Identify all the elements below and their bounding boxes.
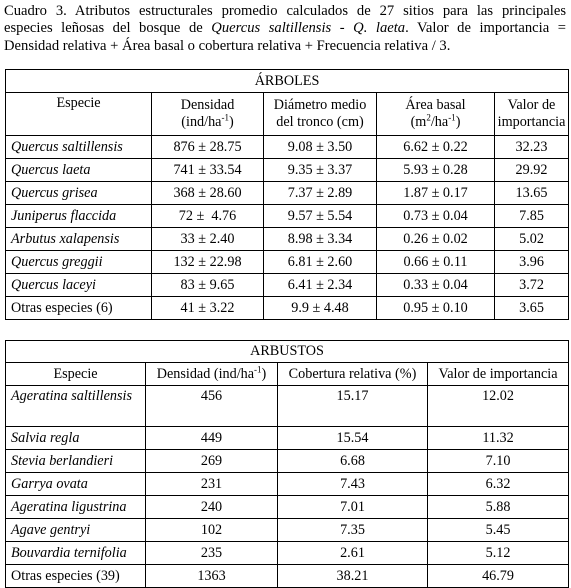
importance-cell: 7.10 xyxy=(428,450,569,473)
table-row xyxy=(6,136,569,159)
arboles-header-species: Especie xyxy=(6,93,152,136)
density-cell: 83 ± 9.65 xyxy=(152,274,264,297)
table-row xyxy=(6,297,569,320)
table-row xyxy=(6,159,569,182)
density-cell: 456 xyxy=(146,386,278,427)
table-row xyxy=(6,205,569,228)
cover-cell: 7.43 xyxy=(278,473,428,496)
arbustos-header-density: Densidad $(ind/ha^{-1})$ xyxy=(146,363,278,386)
species-cell: Agave gentryi xyxy=(6,519,146,542)
basal-area-cell: 6.62 ± 0.22 xyxy=(377,136,495,159)
importance-cell: 46.79 xyxy=(428,565,569,588)
diameter-cell: 9.9 ± 4.48 xyxy=(264,297,377,320)
diameter-cell: 9.35 ± 3.37 xyxy=(264,159,377,182)
arboles-header-basal-area: Área basal $(m^2/ha^{-1})$ xyxy=(377,93,495,136)
density-cell: 449 xyxy=(146,427,278,450)
cover-cell: 15.17 xyxy=(278,386,428,427)
cover-cell: 15.54 xyxy=(278,427,428,450)
cover-cell: 6.68 xyxy=(278,450,428,473)
arbustos-table xyxy=(5,340,569,588)
arboles-section-title: ÁRBOLES xyxy=(6,70,569,93)
table-row xyxy=(6,427,569,450)
importance-cell: 6.32 xyxy=(428,473,569,496)
species-cell: Quercus greggii xyxy=(6,251,152,274)
table-row xyxy=(6,228,569,251)
density-cell: 33 ± 2.40 xyxy=(152,228,264,251)
cover-cell: 2.61 xyxy=(278,542,428,565)
species-cell: Arbutus xalapensis xyxy=(6,228,152,251)
arboles-table xyxy=(5,69,569,320)
cover-cell: 38.21 xyxy=(278,565,428,588)
cover-cell: 7.35 xyxy=(278,519,428,542)
basal-area-cell: 0.33 ± 0.04 xyxy=(377,274,495,297)
table-row xyxy=(6,565,569,588)
importance-cell: 3.96 xyxy=(495,251,569,274)
arboles-header-diameter: Diámetro medio del tronco (cm) xyxy=(264,93,377,136)
species-cell: Quercus laceyi xyxy=(6,274,152,297)
importance-cell: 29.92 xyxy=(495,159,569,182)
cover-cell: 7.01 xyxy=(278,496,428,519)
caption-line-3: Densidad relativa + Área basal o cobertura relativa + Frecuencia relativa / 3. xyxy=(4,37,451,54)
table-row xyxy=(6,251,569,274)
table-row xyxy=(6,386,569,427)
importance-cell: 3.65 xyxy=(495,297,569,320)
table-row xyxy=(6,519,569,542)
species-cell: Ageratina ligustrina xyxy=(6,496,146,519)
density-cell: 102 xyxy=(146,519,278,542)
importance-cell: 13.65 xyxy=(495,182,569,205)
arbustos-header-species: Especie xyxy=(6,363,146,386)
importance-cell: 12.02 xyxy=(428,386,569,427)
importance-cell: 5.88 xyxy=(428,496,569,519)
diameter-cell: 7.37 ± 2.89 xyxy=(264,182,377,205)
density-cell: 231 xyxy=(146,473,278,496)
species-cell: Quercus saltillensis xyxy=(6,136,152,159)
caption-line-2: especies leñosas del bosque de Quercus saltillensis - Q. laeta. Valor de importancia = xyxy=(4,20,566,37)
species-cell: Ageratina saltillensis xyxy=(6,386,146,427)
basal-area-cell: 1.87 ± 0.17 xyxy=(377,182,495,205)
diameter-cell: 9.57 ± 5.54 xyxy=(264,205,377,228)
importance-cell: 32.23 xyxy=(495,136,569,159)
table-row xyxy=(6,542,569,565)
table-row xyxy=(6,182,569,205)
importance-cell: 11.32 xyxy=(428,427,569,450)
basal-area-cell: 5.93 ± 0.28 xyxy=(377,159,495,182)
species-cell: Otras especies (39) xyxy=(6,565,146,588)
density-cell: 72 ± 4.76 xyxy=(152,205,264,228)
species-cell: Stevia berlandieri xyxy=(6,450,146,473)
basal-area-cell: 0.73 ± 0.04 xyxy=(377,205,495,228)
species-cell: Quercus laeta xyxy=(6,159,152,182)
importance-cell: 5.02 xyxy=(495,228,569,251)
arbustos-header-importance: Valor de importancia xyxy=(428,363,569,386)
importance-cell: 5.45 xyxy=(428,519,569,542)
diameter-cell: 9.08 ± 3.50 xyxy=(264,136,377,159)
species-cell: Bouvardia ternifolia xyxy=(6,542,146,565)
species-cell: Salvia regla xyxy=(6,427,146,450)
density-cell: 1363 xyxy=(146,565,278,588)
density-cell: 240 xyxy=(146,496,278,519)
density-cell: 876 ± 28.75 xyxy=(152,136,264,159)
importance-cell: 5.12 xyxy=(428,542,569,565)
arbustos-section-title: ARBUSTOS xyxy=(6,341,569,363)
basal-area-cell: 0.66 ± 0.11 xyxy=(377,251,495,274)
importance-cell: 3.72 xyxy=(495,274,569,297)
arboles-header-importance: Valor de importancia xyxy=(495,93,569,136)
table-caption xyxy=(4,3,566,55)
density-cell: 741 ± 33.54 xyxy=(152,159,264,182)
table-row xyxy=(6,450,569,473)
density-cell: 269 xyxy=(146,450,278,473)
basal-area-cell: 0.26 ± 0.02 xyxy=(377,228,495,251)
species-cell: Otras especies (6) xyxy=(6,297,152,320)
density-cell: 368 ± 28.60 xyxy=(152,182,264,205)
diameter-cell: 6.41 ± 2.34 xyxy=(264,274,377,297)
density-cell: 41 ± 3.22 xyxy=(152,297,264,320)
diameter-cell: 8.98 ± 3.34 xyxy=(264,228,377,251)
arboles-header-density: Densidad $(ind/ha^{-1})$ xyxy=(152,93,264,136)
density-cell: 132 ± 22.98 xyxy=(152,251,264,274)
basal-area-cell: 0.95 ± 0.10 xyxy=(377,297,495,320)
arbustos-header-cover: Cobertura relativa (%) xyxy=(278,363,428,386)
diameter-cell: 6.81 ± 2.60 xyxy=(264,251,377,274)
importance-cell: 7.85 xyxy=(495,205,569,228)
caption-line-1: Cuadro 3. Atributos estructurales promedio calculados de 27 sitios para las principales xyxy=(4,3,566,19)
table-row xyxy=(6,496,569,519)
table-row xyxy=(6,473,569,496)
species-cell: Juniperus flaccida xyxy=(6,205,152,228)
species-cell: Quercus grisea xyxy=(6,182,152,205)
density-cell: 235 xyxy=(146,542,278,565)
table-row xyxy=(6,274,569,297)
species-cell: Garrya ovata xyxy=(6,473,146,496)
